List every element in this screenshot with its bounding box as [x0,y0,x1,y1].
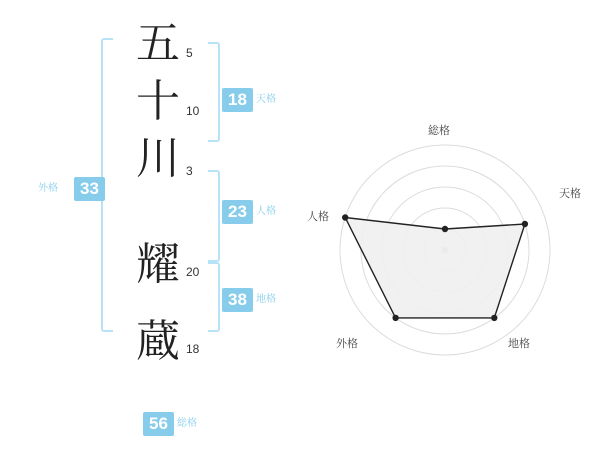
radar-chart-svg [300,0,600,470]
radar-axis-label-soukaku: 総格 [428,125,450,137]
radar-axis-label-gekaku: 外格 [336,338,358,350]
bracket-tenkaku [208,42,220,142]
score-label-tenkaku: 天格 [256,94,276,105]
score-badge-soukaku: 56 [143,412,174,436]
radar-chart-panel [300,0,600,470]
score-label-jinkaku: 人格 [256,206,276,217]
score-label-soukaku: 総格 [177,418,197,429]
score-label-gekaku: 外格 [38,183,58,194]
stroke-count-5: 18 [186,342,200,356]
kanji-char-1: 五 [136,18,180,69]
kanji-char-2: 十 [136,76,180,127]
kanji-char-3: 川 [136,133,180,184]
score-badge-jinkaku: 23 [222,200,253,224]
radar-data-polygon [345,218,525,318]
stroke-count-1: 5 [186,46,193,60]
score-badge-gekaku: 33 [74,177,105,201]
kanji-char-4: 耀 [136,239,180,290]
score-badge-tenkaku: 18 [222,88,253,112]
stroke-count-4: 20 [186,265,200,279]
bracket-jinkaku [208,170,220,262]
radar-axis-label-tenkaku: 天格 [559,188,581,200]
radar-axis-label-jinkaku: 人格 [307,211,329,223]
kanji-char-5: 蔵 [136,316,180,367]
stroke-count-2: 10 [186,104,200,118]
radar-axis-label-chikaku: 地格 [508,338,530,350]
bracket-chikaku [208,262,220,332]
score-badge-chikaku: 38 [222,288,253,312]
stroke-count-3: 3 [186,164,193,178]
score-label-chikaku: 地格 [256,294,276,305]
